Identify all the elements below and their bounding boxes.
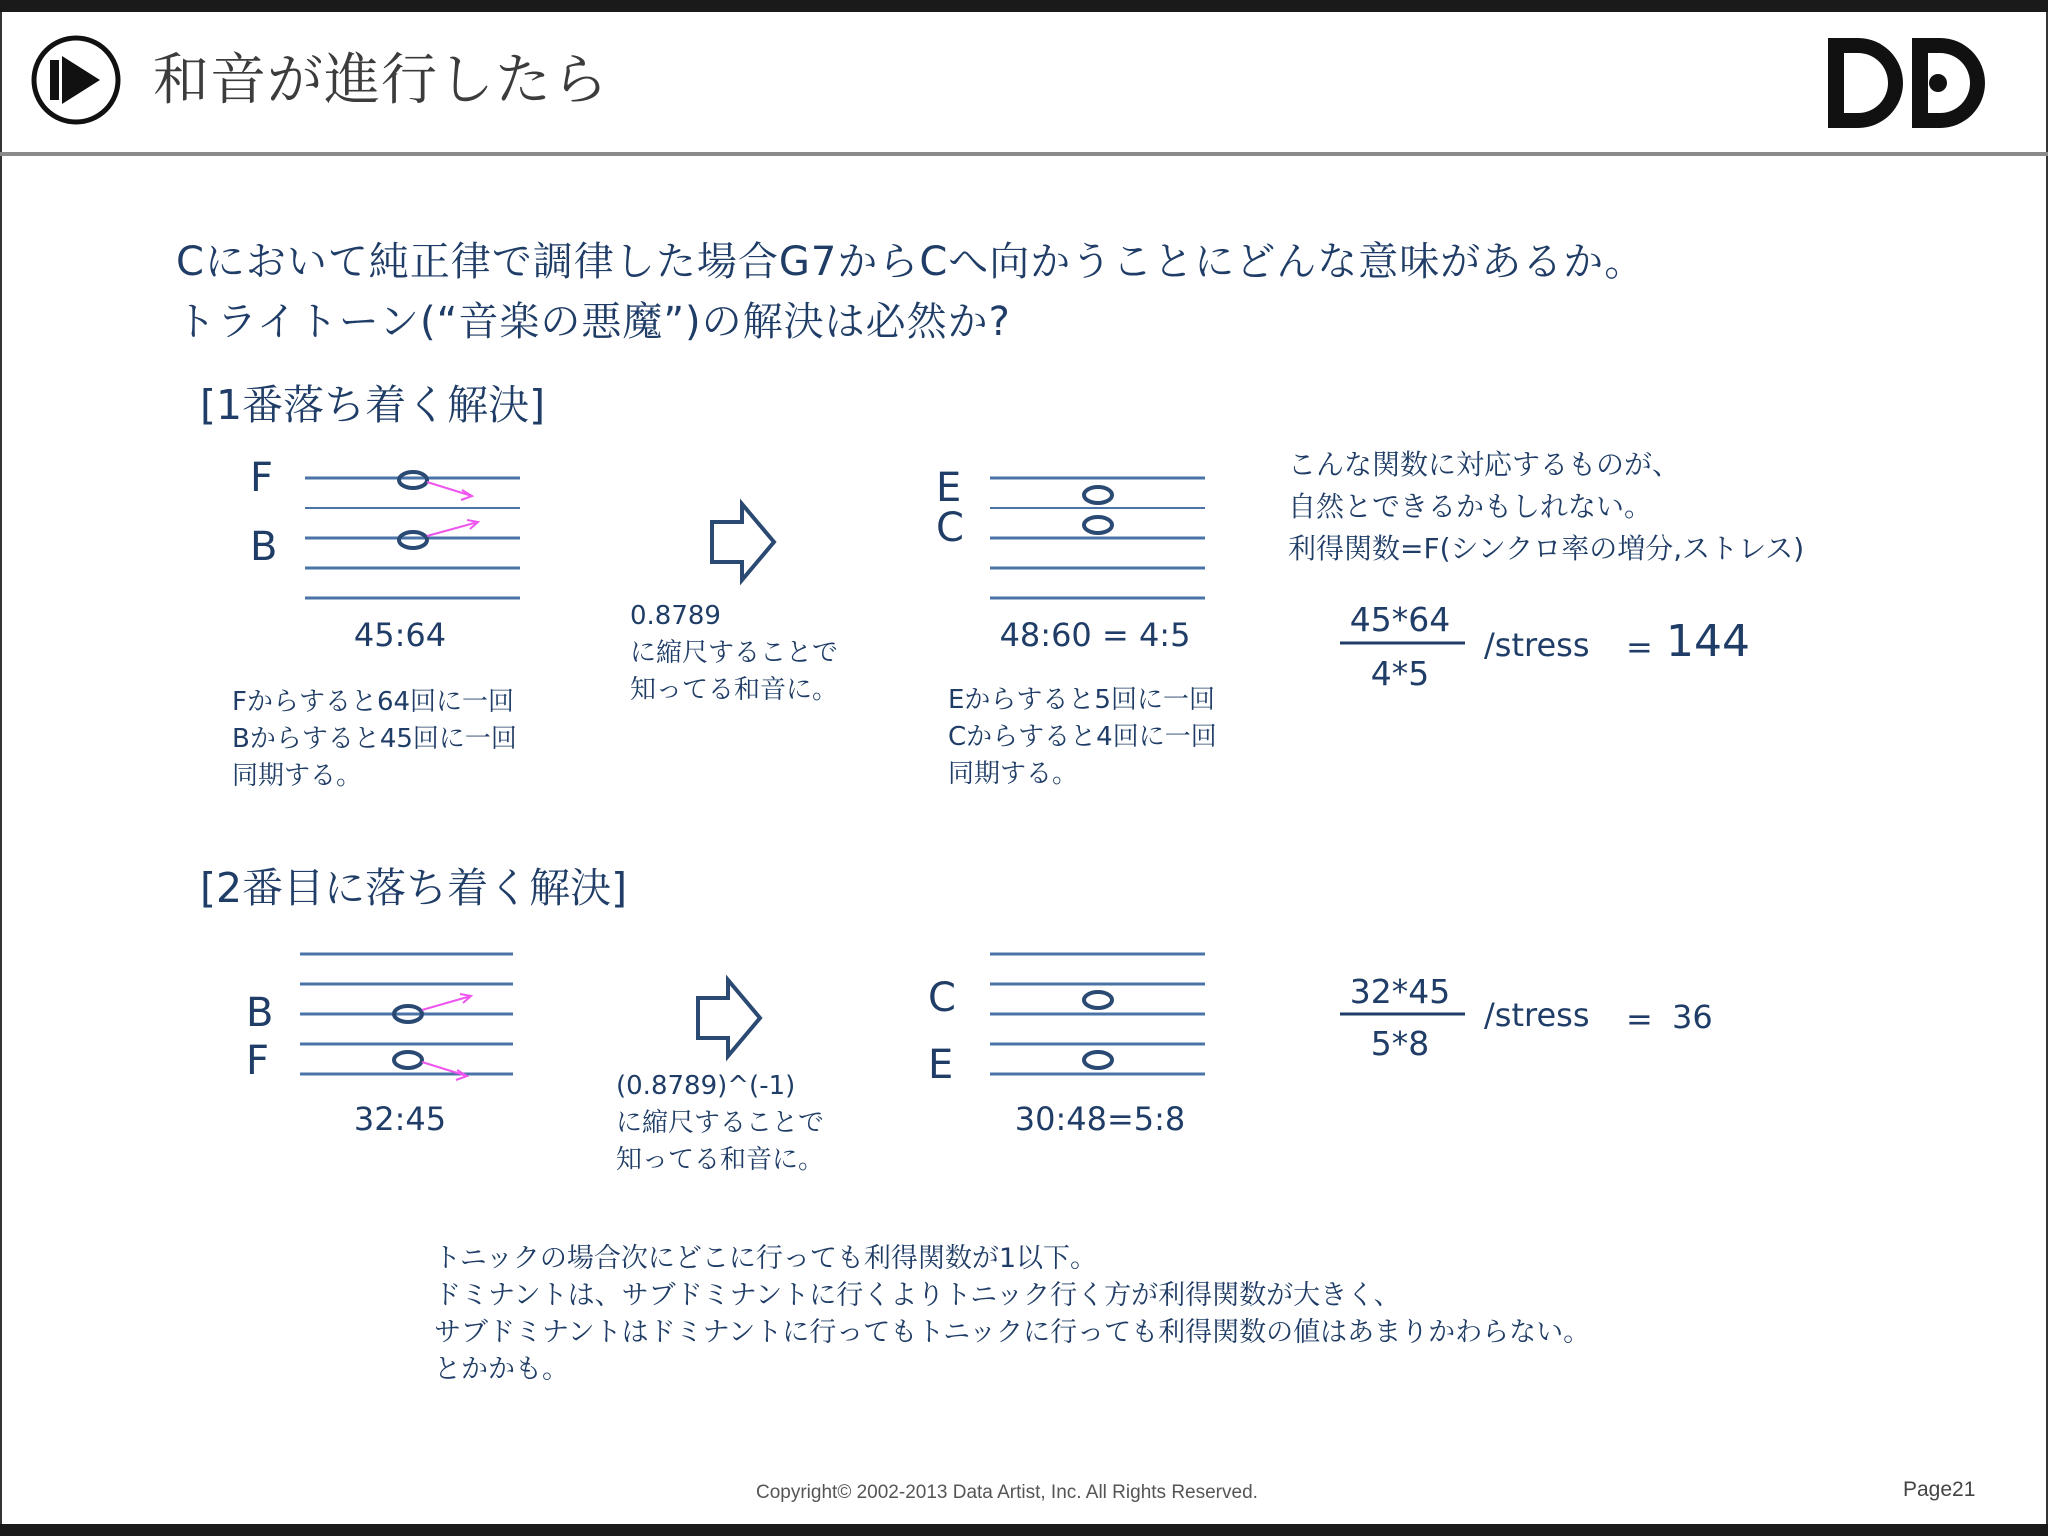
s2-formula-numerator: 32*45 (1349, 972, 1451, 1011)
s2-arrow-caption: (0.8789)^(-1) に縮尺することで 知ってる和音に。 (616, 1071, 825, 1175)
s1-formula-result: 144 (1666, 616, 1750, 667)
play-icon (30, 34, 122, 126)
page-title: 和音が進行したら (153, 48, 609, 113)
s1-staff1 (300, 470, 530, 610)
company-logo (1828, 38, 1994, 128)
s1-staff1-ratio: 45:64 (353, 616, 447, 654)
copyright-text: Copyright© 2002-2013 Data Artist, Inc. All Rights Reserved. (756, 1482, 1258, 1503)
s2-right-arrow-icon (694, 976, 764, 1060)
s1-staff2 (985, 470, 1215, 610)
s2-staff2-bottom-note-label: E (928, 1042, 954, 1088)
section2-heading: [2番目に落ち着く解決] (200, 864, 628, 912)
s1-formula-denominator: 4*5 (1370, 654, 1430, 693)
s1-staff1-bottom-note-label: B (250, 524, 278, 570)
page-number: Page21 (1903, 1478, 1976, 1501)
s1-formula-suffix: /stress (1484, 626, 1590, 664)
s1-staff2-ratio: 48:60 = 4:5 (999, 616, 1191, 654)
top-border (0, 0, 2048, 12)
intro-line-2: トライトーン(“音楽の悪魔”)の解決は必然か? (176, 299, 1011, 345)
bottom-border (0, 1524, 2048, 1536)
s2-staff1-ratio: 32:45 (353, 1100, 447, 1138)
left-border (0, 12, 2, 1524)
s2-staff2 (985, 948, 1215, 1088)
s2-staff1 (295, 948, 525, 1088)
s2-formula-suffix: /stress (1484, 996, 1590, 1034)
s1-staff2-bottom-note-label: C (936, 505, 964, 551)
s1-arrow-caption: 0.8789 に縮尺することで 知ってる和音に。 (630, 601, 839, 705)
s1-formula-equals: = (1626, 628, 1653, 666)
s1-formula-bar (1340, 641, 1470, 645)
s1-staff2-top-note-label: E (936, 465, 962, 511)
s1-staff1-top-note-label: F (250, 455, 274, 501)
s2-formula-bar (1340, 1012, 1470, 1016)
header-divider (0, 152, 2048, 156)
s2-staff1-bottom-note-label: F (246, 1038, 270, 1084)
s1-right-arrow-icon (708, 500, 778, 584)
s2-formula-denominator: 5*8 (1370, 1024, 1430, 1063)
s1-note-right: Eからすると5回に一回 Cからすると4回に一回 同期する。 (948, 685, 1217, 789)
s2-formula-result: 36 (1672, 998, 1713, 1036)
s2-formula-equals: = (1626, 1000, 1653, 1038)
s1-note-left: Fからすると64回に一回 Bからすると45回に一回 同期する。 (232, 687, 517, 791)
s2-staff2-ratio: 30:48=5:8 (1014, 1100, 1186, 1138)
s2-staff2-top-note-label: C (928, 975, 956, 1021)
conclusion-text: トニックの場合次にどこに行っても利得関数が1以下。 ドミナントは、サブドミナントに行くよりトニック行く方が利得関数が大きく、 サブドミナントはドミナントに行ってもトニックに行っても利得関数の値はあまりかわらない。 とかかも。 (434, 1243, 1591, 1385)
s2-staff1-top-note-label: B (246, 990, 274, 1036)
s1-side-text: こんな関数に対応するものが、 自然とできるかもしれない。 利得関数=F(シンクロ率の増分,ストレス) (1288, 448, 1805, 565)
s1-formula-numerator: 45*64 (1349, 600, 1451, 639)
section1-heading: [1番落ち着く解決] (200, 381, 546, 429)
intro-line-1: Cにおいて純正律で調律した場合G7からCへ向かうことにどんな意味があるか。 (176, 239, 1646, 285)
